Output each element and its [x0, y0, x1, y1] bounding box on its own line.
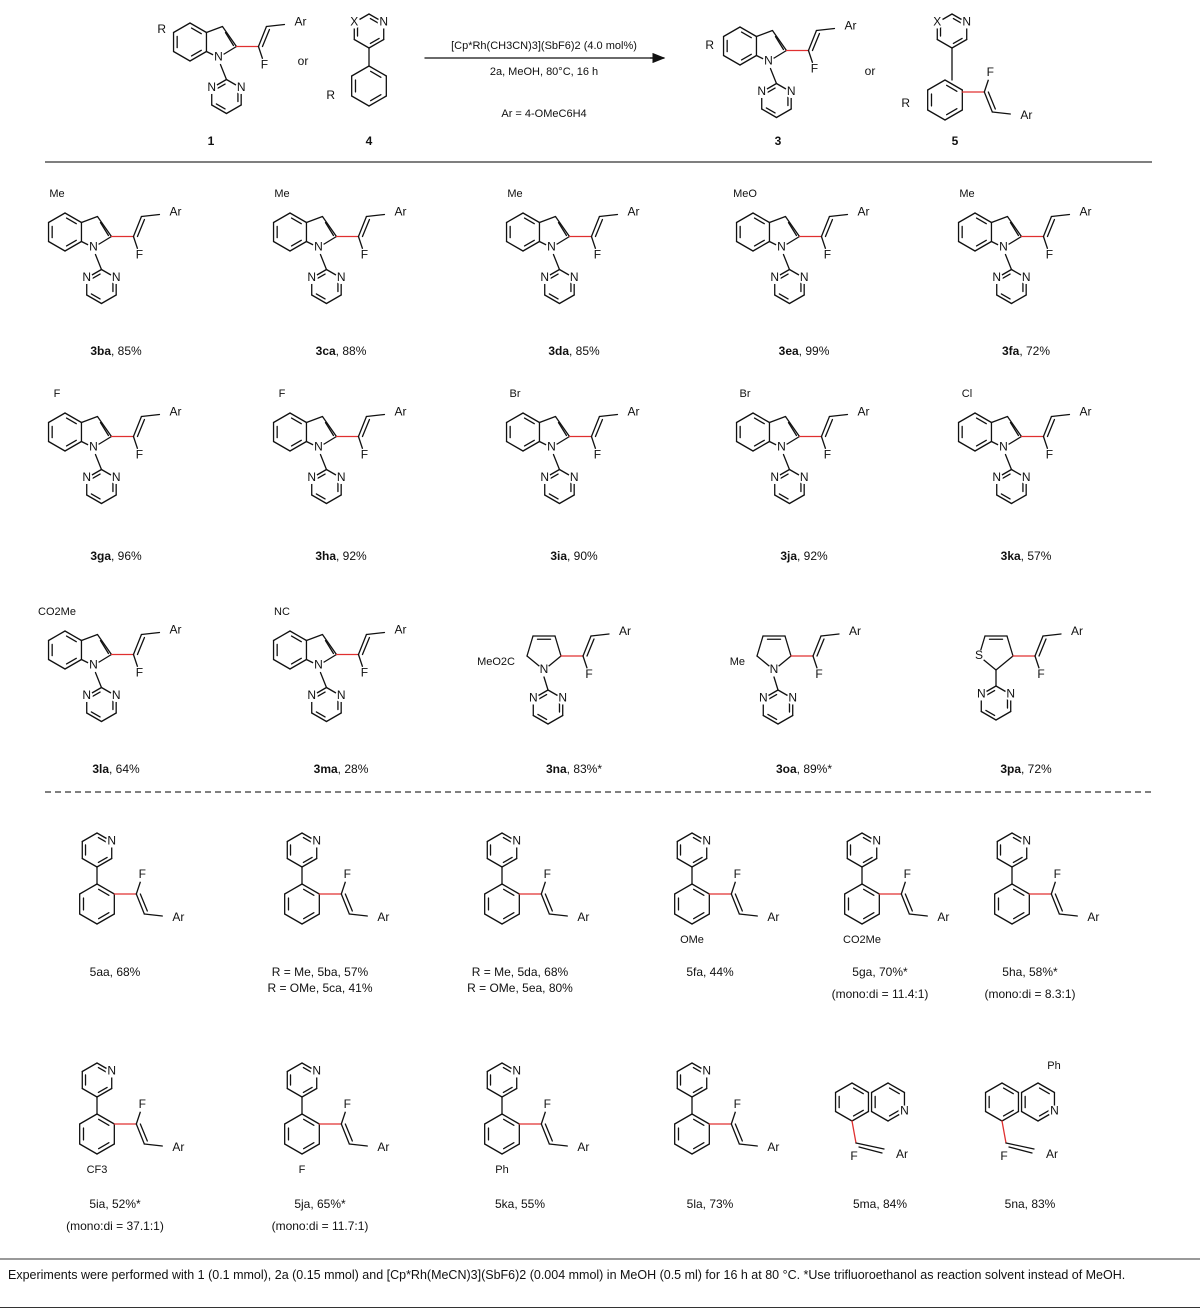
compound-3la: [38, 606, 181, 776]
atom-label: F: [543, 1097, 551, 1112]
atom-label: N: [528, 690, 538, 705]
compound-label-2: R = OMe, 5ca, 41%: [267, 981, 373, 996]
compound-label: 5ja, 65%*: [294, 1197, 346, 1212]
substituent-label: Me: [507, 187, 523, 200]
atom-label: Ar: [169, 204, 182, 219]
atom-label: F: [360, 665, 369, 680]
atom-label: F: [343, 867, 351, 882]
compound-label: 3oa, 89%*: [775, 762, 833, 777]
atom-label: F: [593, 447, 602, 462]
compound-label: 3ia, 90%: [550, 549, 598, 564]
reaction-header: [157, 14, 1032, 148]
footnote-rule-bottom: [0, 1307, 1200, 1308]
atom-label: N: [307, 470, 317, 485]
atom-label: N: [992, 470, 1002, 485]
compound-5ha: [984, 833, 1099, 1001]
atom-label: Ar: [394, 622, 407, 637]
compound-5ga: [832, 833, 950, 1001]
atom-label: R: [705, 38, 714, 53]
compound-3ma: [274, 606, 407, 776]
substituent-label: MeO2C: [477, 655, 515, 668]
atom-label: N: [558, 690, 568, 705]
atom-label: Ar: [1046, 1147, 1058, 1162]
atom-label: N: [214, 49, 223, 64]
compound-label: 3na, 83%*: [545, 762, 603, 777]
atom-label: F: [138, 867, 146, 882]
atom-label: N: [312, 1063, 322, 1078]
atom-label: Ar: [1087, 910, 1100, 925]
atom-label: N: [1022, 833, 1032, 848]
compound-label: 5ia, 52%*: [89, 1197, 141, 1212]
atom-label: Ar: [169, 404, 182, 419]
atom-label: N: [777, 239, 786, 254]
atom-label: F: [1000, 1149, 1008, 1164]
substituent-label: Br: [509, 387, 521, 400]
atom-label: N: [307, 270, 317, 285]
atom-label: N: [82, 470, 92, 485]
substituent-label: F: [278, 387, 286, 400]
or-label: or: [297, 54, 309, 69]
atom-label: N: [962, 14, 972, 29]
atom-label: N: [312, 833, 322, 848]
compound-label: 3ca, 88%: [315, 344, 367, 359]
compound-5ja: [272, 1063, 390, 1233]
compound-label-2: R = OMe, 5ea, 80%: [467, 981, 573, 996]
atom-label: R: [326, 88, 335, 103]
atom-label: Ar: [619, 624, 631, 639]
atom-label: N: [111, 470, 121, 485]
atom-label: Ar: [857, 204, 870, 219]
atom-label: Ar: [377, 910, 390, 925]
atom-label: X: [350, 14, 359, 29]
atom-label: N: [89, 239, 98, 254]
compound-label: 5aa, 68%: [89, 965, 141, 980]
atom-label: N: [872, 833, 882, 848]
atom-label: F: [135, 665, 144, 680]
atom-label: Ar: [767, 910, 780, 925]
compound-label: 5la, 73%: [686, 1197, 734, 1212]
atom-label: N: [236, 80, 246, 95]
compound-5fa: [675, 833, 780, 979]
substituent-label: Me: [274, 187, 290, 200]
atom-label: N: [992, 270, 1002, 285]
atom-label: F: [138, 1097, 146, 1112]
atom-label: N: [702, 833, 712, 848]
atom-label: Ar: [169, 622, 182, 637]
atom-label: N: [770, 470, 780, 485]
atom-label: F: [810, 61, 819, 76]
atom-label: Ar: [1071, 624, 1083, 639]
atom-label: Ar: [767, 1140, 780, 1155]
atom-label: N: [786, 84, 796, 99]
substituent-label: Cl: [961, 387, 973, 400]
substituent-label: Me: [729, 655, 745, 668]
atom-label: Ar: [627, 204, 640, 219]
atom-label: N: [788, 690, 798, 705]
selectivity-note: (mono:di = 8.3:1): [984, 987, 1076, 1002]
atom-label: F: [260, 57, 269, 72]
atom-label: Ar: [937, 910, 950, 925]
compound-5ba-5ca: [267, 833, 389, 995]
compound-5da-5ea: [467, 833, 589, 995]
substituent-label: MeO: [733, 187, 757, 200]
atom-label: R: [901, 96, 910, 111]
compound-label: 3fa, 72%: [1001, 344, 1051, 359]
compound-label: 3ka, 57%: [1000, 549, 1052, 564]
atom-label: F: [135, 247, 144, 262]
selectivity-note: (mono:di = 37.1:1): [66, 1219, 164, 1234]
compound-3ka: [959, 388, 1092, 563]
substituent-label: OMe: [680, 933, 704, 946]
compound-3ja: [737, 388, 870, 563]
atom-label: N: [336, 270, 346, 285]
compound-3ba: [49, 188, 182, 358]
atom-label: N: [107, 833, 117, 848]
atom-label: Ar: [172, 1140, 185, 1155]
compound-3ha: [274, 388, 407, 563]
compound-3da: [507, 188, 640, 358]
compound-3oa: [730, 624, 861, 776]
atom-label: N: [82, 688, 92, 703]
atom-label: Ar: [577, 910, 590, 925]
atom-label: Ar: [1079, 204, 1092, 219]
compound-5ma: [836, 1083, 911, 1211]
atom-label: N: [336, 688, 346, 703]
compound-3ca: [274, 188, 407, 358]
label-3: 3: [774, 134, 782, 149]
atom-label: N: [89, 439, 98, 454]
atom-label: F: [360, 447, 369, 462]
arene-products-grid: [66, 833, 1099, 1233]
atom-label: N: [569, 270, 579, 285]
compound-3ga: [49, 388, 182, 563]
substituent-label: CO2Me: [843, 933, 881, 946]
atom-label: N: [107, 1063, 117, 1078]
compound-label: 5fa, 44%: [686, 965, 734, 980]
reagent-line-1: [Cp*Rh(CH3CN)3](SbF6)2 (4.0 mol%): [451, 39, 637, 52]
atom-label: N: [547, 239, 556, 254]
footnote: Experiments were performed with 1 (0.1 mmol), 2a (0.15 mmol) and [Cp*Rh(MeCN)3](SbF6)2 (0.004 mmol) in MeOH (0.5 ml) for 16 h at 80 °C. *Use trifluoroethanol as reaction solvent instead of MeOH.: [8, 1268, 1126, 1282]
atom-label: F: [903, 867, 911, 882]
atom-label: F: [823, 247, 832, 262]
atom-label: Ar: [857, 404, 870, 419]
compound-label: R = Me, 5ba, 57%: [271, 965, 369, 980]
label-5: 5: [951, 134, 959, 149]
atom-label: N: [900, 1103, 909, 1118]
atom-label: N: [207, 80, 217, 95]
atom-label: F: [850, 1149, 858, 1164]
substituent-label: Me: [959, 187, 975, 200]
substituent-label: Br: [739, 387, 751, 400]
compound-label: 3ha, 92%: [315, 549, 367, 564]
product-5: [901, 14, 1032, 148]
atom-label: N: [89, 657, 98, 672]
atom-label: N: [764, 53, 773, 68]
atom-label: N: [547, 439, 556, 454]
atom-label: N: [512, 833, 522, 848]
atom-label: F: [593, 247, 602, 262]
product-3: [705, 19, 856, 149]
atom-label: Ar: [394, 404, 407, 419]
substituent-label: F: [298, 1163, 306, 1176]
atom-label: N: [1050, 1103, 1059, 1118]
compound-label: 3la, 64%: [92, 762, 140, 777]
atom-label: N: [512, 1063, 522, 1078]
compound-5aa: [80, 833, 185, 979]
atom-label: N: [777, 439, 786, 454]
atom-label: Ar: [1020, 108, 1033, 123]
compound-3ea: [733, 188, 869, 358]
atom-label: N: [539, 662, 549, 677]
compound-label: R = Me, 5da, 68%: [471, 965, 569, 980]
compound-5na: [986, 1060, 1061, 1211]
atom-label: N: [799, 270, 809, 285]
indole-products-grid: [38, 188, 1091, 776]
compound-5ka: [485, 1063, 590, 1211]
atom-label: Ar: [1079, 404, 1092, 419]
atom-label: R: [157, 22, 166, 37]
substituent-label: F: [53, 387, 61, 400]
atom-label: Ar: [294, 14, 307, 29]
atom-label: N: [976, 686, 986, 701]
compound-label: 5ma, 84%: [852, 1197, 908, 1212]
compound-3na: [477, 624, 631, 776]
reagent-line-2: 2a, MeOH, 80°C, 16 h: [489, 65, 599, 78]
compound-label: 3pa, 72%: [1000, 762, 1052, 777]
substituent-label: NC: [274, 605, 290, 618]
atom-label: F: [543, 867, 551, 882]
atom-label: F: [1045, 447, 1054, 462]
atom-label: N: [1021, 270, 1031, 285]
atom-label: Ar: [896, 1147, 908, 1162]
atom-label: Ar: [577, 1140, 590, 1155]
atom-label: N: [307, 688, 317, 703]
atom-label: X: [933, 14, 942, 29]
atom-label: N: [82, 270, 92, 285]
atom-label: F: [343, 1097, 351, 1112]
compound-5la: [675, 1063, 780, 1211]
compound-3ia: [507, 388, 640, 563]
atom-label: N: [758, 690, 768, 705]
substituent-label: Ph: [1047, 1059, 1061, 1072]
atom-label: N: [770, 270, 780, 285]
atom-label: N: [999, 439, 1008, 454]
compound-label: 5na, 83%: [1004, 1197, 1056, 1212]
or-label: or: [864, 64, 876, 79]
atom-label: F: [823, 447, 832, 462]
atom-label: N: [540, 470, 550, 485]
compound-label: 5ka, 55%: [494, 1197, 546, 1212]
atom-label: Ar: [844, 18, 857, 33]
substrate-1: [157, 15, 306, 149]
atom-label: N: [111, 688, 121, 703]
atom-label: N: [702, 1063, 712, 1078]
atom-label: F: [733, 1097, 741, 1112]
compound-label: 5ga, 70%*: [852, 965, 908, 980]
atom-label: N: [999, 239, 1008, 254]
atom-label: N: [111, 270, 121, 285]
compound-label: 3da, 85%: [548, 344, 600, 359]
compound-label: 3ea, 99%: [778, 344, 830, 359]
compound-3pa: [973, 624, 1083, 776]
atom-label: Ar: [394, 204, 407, 219]
substrate-4: [326, 14, 389, 148]
ar-definition: Ar = 4-OMeC6H4: [501, 107, 587, 120]
compound-label: 3ba, 85%: [90, 344, 142, 359]
atom-label: S: [974, 648, 984, 663]
atom-label: Ar: [377, 1140, 390, 1155]
atom-label: N: [379, 14, 389, 29]
atom-label: F: [986, 65, 994, 80]
compound-label: 3ja, 92%: [780, 549, 828, 564]
atom-label: Ar: [627, 404, 640, 419]
label-1: 1: [207, 134, 215, 149]
substituent-label: Me: [49, 187, 65, 200]
selectivity-note: (mono:di = 11.7:1): [271, 1219, 369, 1234]
atom-label: F: [1037, 667, 1045, 682]
atom-label: N: [314, 239, 323, 254]
compound-5ia: [66, 1063, 184, 1233]
atom-label: N: [569, 470, 579, 485]
atom-label: Ar: [849, 624, 861, 639]
substituent-label: Ph: [495, 1163, 509, 1176]
atom-label: N: [1021, 470, 1031, 485]
atom-label: F: [585, 667, 593, 682]
selectivity-note: (mono:di = 11.4:1): [831, 987, 929, 1002]
label-4: 4: [365, 134, 373, 149]
atom-label: N: [769, 662, 779, 677]
substituent-label: CF3: [86, 1163, 108, 1176]
atom-label: N: [314, 657, 323, 672]
atom-label: F: [360, 247, 369, 262]
atom-label: N: [314, 439, 323, 454]
compound-label: 3ma, 28%: [313, 762, 369, 777]
atom-label: N: [336, 470, 346, 485]
atom-label: N: [799, 470, 809, 485]
atom-label: N: [540, 270, 550, 285]
atom-label: F: [1045, 247, 1054, 262]
atom-label: N: [757, 84, 767, 99]
compound-label: 5ha, 58%*: [1002, 965, 1058, 980]
compound-3fa: [959, 188, 1092, 358]
atom-label: F: [815, 667, 823, 682]
substituent-label: CO2Me: [38, 605, 76, 618]
atom-label: N: [1006, 686, 1016, 701]
atom-label: Ar: [172, 910, 185, 925]
atom-label: F: [135, 447, 144, 462]
atom-label: F: [1053, 867, 1061, 882]
atom-label: F: [733, 867, 741, 882]
compound-label: 3ga, 96%: [90, 549, 142, 564]
